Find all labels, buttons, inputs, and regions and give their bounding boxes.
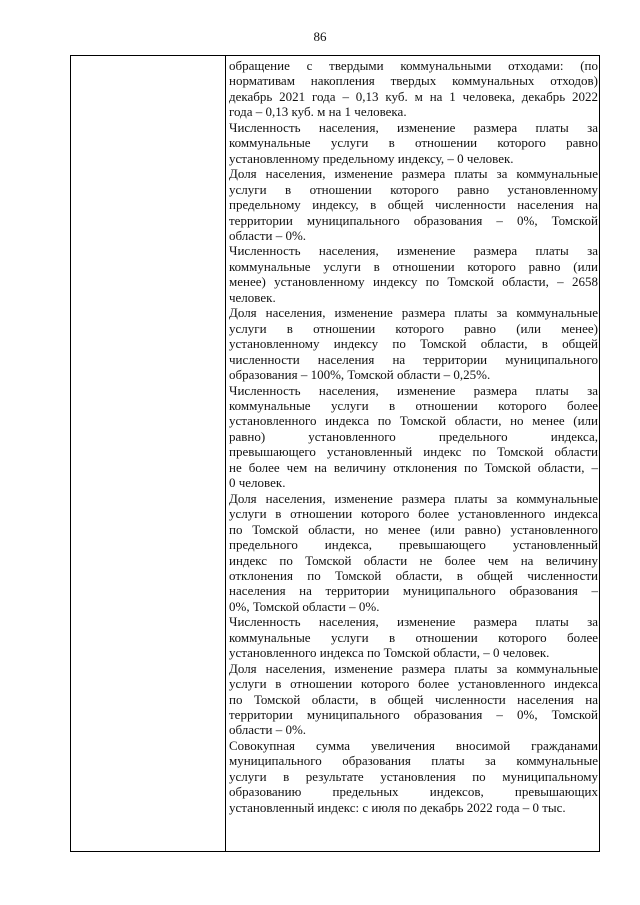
text-line: установленному индексу по Томской области, в общей: [229, 336, 598, 352]
page-number: 86: [313, 29, 327, 44]
text-line: территории муниципального образования – 0%, Томской: [229, 707, 598, 723]
text-line: населения на территории муниципального образования –: [229, 583, 598, 599]
text-line: Доля населения, изменение размера платы за коммунальные: [229, 166, 598, 182]
text-line: года – 0,13 куб. м на 1 человека.: [229, 104, 407, 120]
text-line: индекс по Томской области не более чем на величину: [229, 552, 598, 568]
text-line: услуги в отношении которого равно (или менее): [229, 320, 598, 336]
text-line: Совокупная сумма увеличения вносимой гражданами: [229, 737, 598, 753]
text-paragraph: [229, 305, 598, 382]
text-line: декабрь 2021 года – 0,13 куб. м на 1 человека, декабрь 2022: [229, 88, 598, 104]
text-paragraph: [229, 738, 598, 815]
text-line: превышающего установленный индекс по Томской области: [229, 444, 598, 460]
text-line: услуги в отношении которого более установленного индекса: [229, 506, 598, 522]
text-paragraph: [229, 120, 598, 166]
text-line: установленного индекса по Томской области, – 0 человек.: [229, 645, 550, 661]
text-line: равно) установленного предельного индекса,: [229, 428, 598, 444]
text-paragraph: [229, 661, 598, 738]
text-paragraph: [229, 166, 598, 243]
text-paragraph: [229, 58, 598, 120]
table-left-cell: [71, 56, 225, 851]
text-line: предельного индекса, превышающего установленный: [229, 537, 598, 553]
text-line: коммунальные услуги в отношении которого более: [229, 397, 598, 413]
text-line: отклонения по Томской области, в общей численности: [229, 567, 598, 583]
text-line: нормативам накопления твердых коммунальных отходов): [229, 73, 598, 89]
text-line: человек.: [229, 289, 276, 305]
text-line: области – 0%.: [229, 722, 307, 738]
text-paragraph: [229, 243, 598, 305]
text-line: Численность населения, изменение размера платы за: [229, 119, 598, 135]
text-line: Численность населения, изменение размера платы за: [229, 382, 598, 398]
text-line: по Томской области, в общей численности населения на: [229, 691, 598, 707]
text-paragraph: [229, 614, 598, 660]
text-line: коммунальные услуги в отношении которого более: [229, 629, 598, 645]
text-line: образованию предельных индексов, превышающих: [229, 784, 598, 800]
text-line: Доля населения, изменение размера платы за коммунальные: [229, 305, 598, 321]
text-line: обращение с твердыми коммунальными отходами: (по: [229, 58, 598, 73]
text-line: Численность населения, изменение размера платы за: [229, 614, 598, 630]
text-line: муниципального образования платы за коммунальные: [229, 753, 598, 769]
text-line: численности населения на территории муниципального: [229, 351, 598, 367]
text-line: коммунальные услуги в отношении которого равно (или: [229, 258, 598, 274]
text-paragraph: [229, 491, 598, 615]
text-paragraph: [229, 383, 598, 491]
text-line: Численность населения, изменение размера платы за: [229, 243, 598, 259]
text-line: Доля населения, изменение размера платы за коммунальные: [229, 660, 598, 676]
text-line: 0 человек.: [229, 475, 286, 491]
table-right-cell: [229, 58, 598, 815]
text-line: установленного индекса по Томской области, но менее (или: [229, 413, 598, 429]
text-line: не более чем на величину отклонения по Томской области, –: [229, 459, 598, 475]
text-line: предельному индексу, в общей численности населения на: [229, 197, 598, 213]
text-line: услуги в отношении которого более установленного индекса: [229, 676, 598, 692]
text-line: услуги в результате установления по муниципальному: [229, 768, 598, 784]
text-line: Доля населения, изменение размера платы за коммунальные: [229, 490, 598, 506]
text-line: области – 0%.: [229, 227, 307, 243]
text-line: по Томской области, но менее (или равно) установленного: [229, 521, 598, 537]
text-line: установленный индекс: с июля по декабрь 2022 года – 0 тыс.: [229, 799, 566, 815]
text-line: образования – 100%, Томской области – 0,25%.: [229, 367, 491, 383]
document-table: [70, 55, 600, 852]
text-line: коммунальные услуги в отношении которого равно: [229, 135, 598, 151]
text-line: менее) установленному индексу по Томской области, – 2658: [229, 274, 598, 290]
text-line: 0%, Томской области – 0%.: [229, 598, 380, 614]
text-line: установленному предельному индексу, – 0 человек.: [229, 150, 514, 166]
text-line: территории муниципального образования – 0%, Томской: [229, 212, 598, 228]
text-line: услуги в отношении которого равно установленному: [229, 181, 598, 197]
table-column-divider: [225, 56, 226, 851]
